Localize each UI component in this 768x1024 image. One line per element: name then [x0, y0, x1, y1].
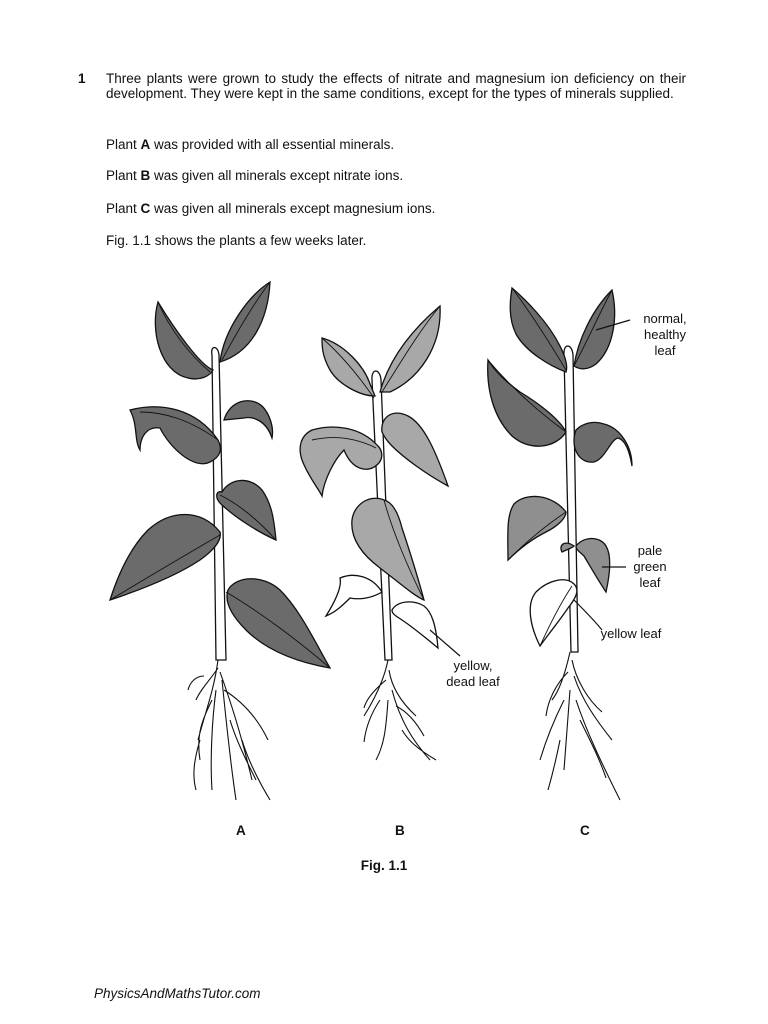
statement-prefix: Plant: [106, 137, 141, 152]
plant-a-leaf: [130, 407, 220, 464]
plant-c-leaf: [510, 288, 567, 372]
plant-a-illustration: [110, 282, 330, 800]
question-intro: Three plants were grown to study the effects of nitrate and magnesium ion deficiency on their development. They were kept in the same conditions, except for the types of minerals supplied.: [106, 71, 686, 101]
annotation-line: yellow,: [453, 658, 493, 673]
yellow-leaf-label: yellow leaf: [600, 626, 662, 641]
plant-b-leaf: [322, 338, 375, 396]
statement-prefix: Plant: [106, 168, 141, 183]
plant-b-dead-leaf: [326, 575, 382, 616]
plant-label-c: C: [580, 823, 590, 838]
plant-c-pale-leaf: [576, 539, 610, 593]
statement-prefix: Plant: [106, 201, 141, 216]
plant-a-leaf: [224, 401, 273, 438]
plant-b-roots: [364, 660, 436, 760]
normal-leaf-label: [628, 311, 702, 359]
statement-text: was provided with all essential minerals.: [150, 137, 395, 152]
plant-b-statement: [106, 168, 686, 183]
plant-b-dead-leaf: [392, 602, 438, 648]
plant-letter: A: [140, 137, 151, 152]
figure-caption: Fig. 1.1: [360, 858, 408, 873]
annotation-line: green: [633, 559, 667, 574]
annotation-line: normal,: [643, 311, 687, 326]
plant-label-a: A: [236, 823, 246, 838]
statement-text: was given all minerals except nitrate ions.: [150, 168, 404, 183]
pale-leaf-label: [626, 543, 674, 591]
plant-b-illustration: [300, 306, 460, 760]
plant-b-leaf: [380, 306, 440, 392]
plant-letter: C: [140, 201, 151, 216]
dead-leaf-label: [438, 658, 508, 690]
annotation-line: leaf: [654, 343, 676, 358]
plant-label-b: B: [395, 823, 405, 838]
plant-a-roots: [188, 660, 270, 800]
annotation-line: dead leaf: [446, 674, 500, 689]
plant-a-leaf: [110, 515, 220, 601]
plant-letter: B: [140, 168, 151, 183]
annotation-line: healthy: [644, 327, 686, 342]
question-number: 1: [78, 71, 86, 86]
annotation-line: leaf: [639, 575, 661, 590]
footer-source: PhysicsAndMathsTutor.com: [94, 986, 261, 1001]
plant-c-statement: [106, 201, 686, 216]
plant-b-leaf: [382, 413, 448, 486]
statement-text: was given all minerals except magnesium ions.: [150, 201, 436, 216]
plant-b-leaf: [300, 427, 382, 496]
figure-reference: Fig. 1.1 shows the plants a few weeks later.: [106, 233, 367, 248]
plant-c-roots: [540, 652, 620, 800]
plant-c-illustration: [488, 288, 632, 800]
plant-a-statement: [106, 137, 686, 152]
plant-c-leaf: [508, 496, 566, 560]
annotation-line: pale: [637, 543, 663, 558]
plant-c-leaf: [574, 422, 632, 466]
plant-c-leaf: [574, 290, 615, 369]
